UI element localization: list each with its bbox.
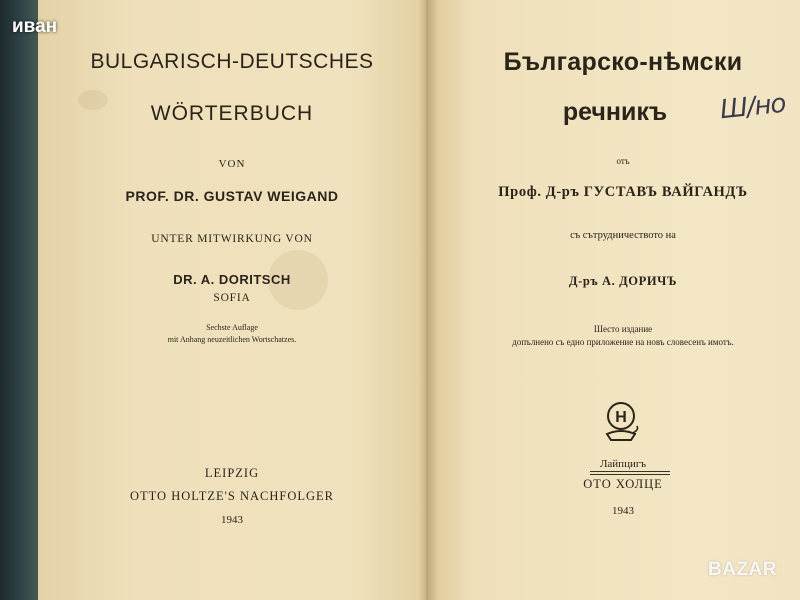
marketplace-watermark: BAZAR [708, 559, 777, 580]
right-collaboration: съ сътрудничеството на [570, 230, 676, 241]
left-collaboration: UNTER MITWIRKUNG VON [151, 233, 313, 245]
handwritten-note: Ш/но [718, 88, 787, 126]
left-coauthor-city: SOFIA [213, 292, 251, 304]
right-edition-line1: Шесто издание [593, 324, 653, 334]
svg-text:H: H [615, 409, 627, 426]
right-year: 1943 [612, 505, 634, 517]
publisher-rule-top [590, 471, 670, 472]
publisher-rule-mid [590, 474, 670, 475]
seller-name-label: иван [12, 16, 58, 37]
left-publisher: OTTO HOLTZE'S NACHFOLGER [129, 489, 335, 503]
right-publisher: ОТО ХОЛЦЕ [583, 477, 663, 491]
right-title-line2: речникъ [562, 98, 668, 126]
left-year: 1943 [221, 514, 243, 526]
right-author: Проф. Д-ръ ГУСТАВЪ ВАЙГАНДЪ [498, 184, 748, 200]
left-publisher-city: LEIPZIG [204, 466, 260, 480]
book-binding [0, 0, 40, 600]
right-ot: отъ [616, 156, 630, 166]
left-von: VON [218, 158, 246, 170]
right-edition-line2: допълнено съ едно приложение на новъ словесенъ имотъ. [512, 337, 734, 347]
left-title-line1: BULGARISCH-DEUTSCHES [90, 50, 374, 73]
left-edition-line1: Sechste Auflage [206, 323, 258, 332]
left-edition-line2: mit Anhang neuzeitlichen Wortschatzes. [167, 335, 297, 344]
left-title-line2: WÖRTERBUCH [150, 102, 314, 125]
left-coauthor: DR. A. DORITSCH [173, 272, 291, 287]
right-publisher-city: Лайпцигъ [599, 458, 647, 470]
publisher-logo-icon [601, 400, 641, 444]
left-author: PROF. DR. GUSTAV WEIGAND [125, 188, 339, 204]
right-coauthor: Д-ръ А. ДОРИЧЪ [568, 274, 678, 288]
right-title-line1: Българско-нѣмски [503, 48, 743, 76]
